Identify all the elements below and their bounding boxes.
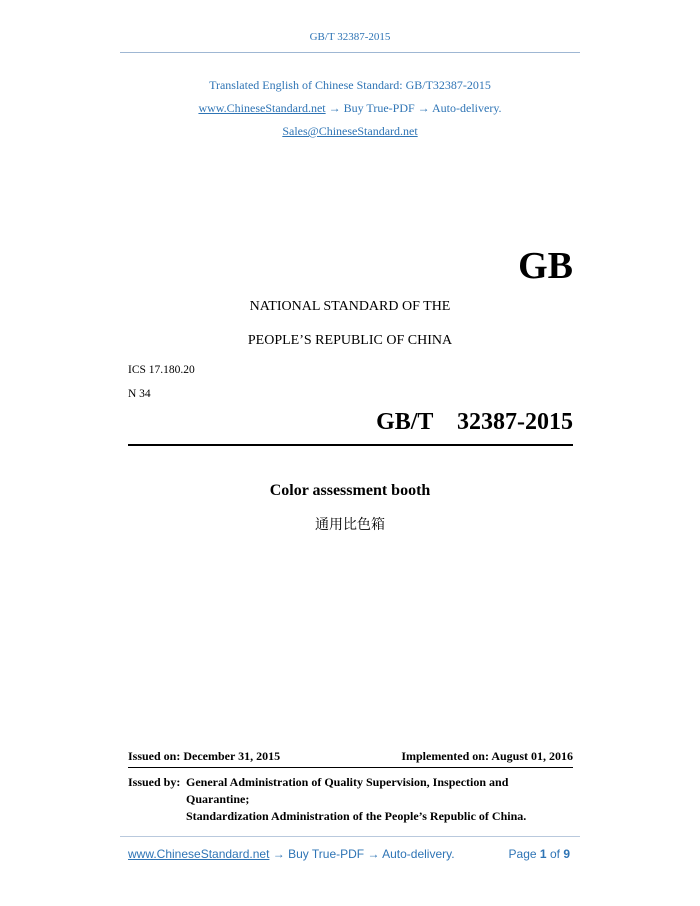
ccs-code: N 34 bbox=[128, 388, 151, 400]
header-divider bbox=[120, 52, 580, 53]
footer-purchase-line bbox=[128, 847, 455, 861]
footer-divider bbox=[120, 836, 580, 837]
national-standard-line1: NATIONAL STANDARD OF THE bbox=[249, 299, 451, 314]
email-line bbox=[0, 124, 700, 139]
site-link[interactable]: www.ChineseStandard.net bbox=[198, 101, 326, 115]
ics-code: ICS 17.180.20 bbox=[128, 364, 195, 376]
issuer-line2: Quarantine; bbox=[186, 792, 250, 806]
page-label: Page bbox=[508, 847, 537, 861]
footer-purchase-text: → Buy True-PDF → Auto-delivery. bbox=[269, 847, 455, 861]
gb-mark: GB bbox=[518, 245, 573, 287]
title-chinese: 通用比色箱 bbox=[315, 517, 385, 533]
issued-by-authorities bbox=[186, 774, 576, 825]
issued-by-block bbox=[128, 774, 576, 825]
purchase-text: → Buy True-PDF → Auto-delivery. bbox=[328, 101, 502, 115]
footer-site-link[interactable]: www.ChineseStandard.net bbox=[128, 847, 270, 861]
implemented-on-date: Implemented on: August 01, 2016 bbox=[401, 749, 573, 763]
page-total: 9 bbox=[563, 847, 570, 861]
purchase-line bbox=[0, 101, 700, 116]
running-header: GB/T 32387-2015 bbox=[309, 31, 391, 43]
of-label: of bbox=[549, 847, 560, 861]
dates-divider bbox=[128, 767, 573, 768]
issuer-line1: General Administration of Quality Supervision, Inspection and bbox=[186, 775, 509, 789]
translation-notice: Translated English of Chinese Standard: GB/T32387-2015 bbox=[209, 78, 491, 92]
issued-on-date: Issued on: December 31, 2015 bbox=[128, 749, 281, 763]
standard-code: GB/T 32387-2015 bbox=[376, 409, 573, 435]
title-english: Color assessment booth bbox=[269, 482, 431, 499]
code-divider bbox=[128, 444, 573, 446]
email-link[interactable]: Sales@ChineseStandard.net bbox=[282, 124, 418, 138]
page-number: 1 bbox=[539, 847, 547, 861]
page-indicator bbox=[509, 847, 570, 861]
issued-by-label: Issued by: bbox=[128, 775, 181, 789]
national-standard-line2: PEOPLE’S REPUBLIC OF CHINA bbox=[247, 333, 453, 348]
issuer-line3: Standardization Administration of the People’s Republic of China. bbox=[186, 809, 527, 823]
